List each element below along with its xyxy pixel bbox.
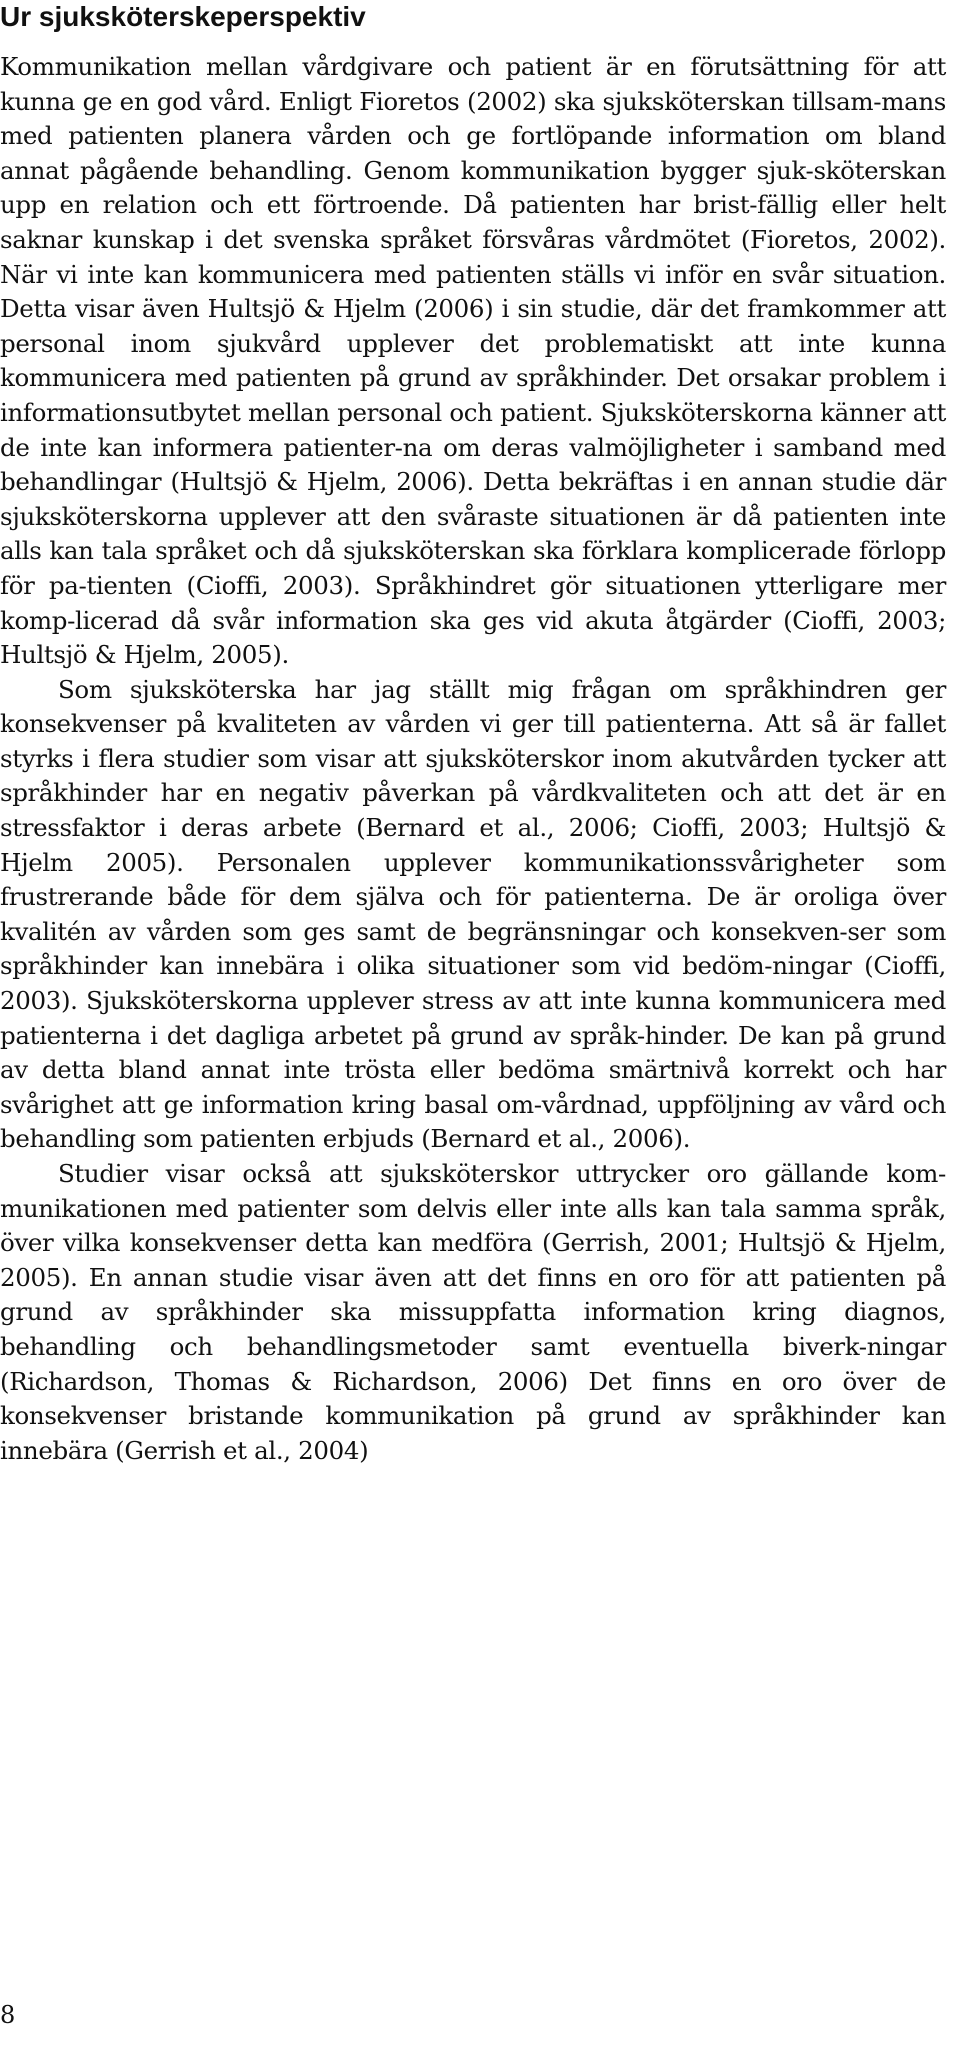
page-number: 8 <box>0 2001 16 2029</box>
section-heading: Ur sjuksköterskeperspektiv <box>0 1 366 32</box>
paragraph-1: Kommunikation mellan vårdgivare och patient är en förutsättning för att kunna ge en god vård. Enligt Fioretos (2002) ska sjuksköterskan tillsam-mans med patienten planera vården och ge fortlöpande information om bland annat pågående behandling. Genom kommunikation bygger sjuk-sköterskan upp en relation och ett förtroende. Då patienten har brist-fällig eller helt saknar kunskap i det svenska språket försvåras vårdmötet (Fioretos, 2002). När vi inte kan kommunicera med patienten ställs vi inför en svår situation. Detta visar även Hultsjö & Hjelm (2006) i sin studie, där det framkommer att personal inom sjukvård upplever det problematiskt att inte kunna kommunicera med patienten på grund av språkhinder. Det orsakar problem i informationsutbytet mellan personal och patient. Sjuksköterskorna känner att de inte kan informera patienter-na om deras valmöjligheter i samband med behandlingar (Hultsjö & Hjelm, 2006). Detta bekräftas i en annan studie där sjuksköterskorna upplever att den svåraste situationen är då patienten inte alls kan tala språket och då sjuksköterskan ska förklara komplicerade förlopp för pa-tienten (Cioffi, 2003). Språkhindret gör situationen ytterligare mer komp-licerad då svår information ska ges vid akuta åtgärder (Cioffi, 2003; Hultsjö & Hjelm, 2005). <box>0 52 946 670</box>
paragraph-2: Som sjuksköterska har jag ställt mig frågan om språkhindren ger konsekvenser på kvaliteten av vården vi ger till patienterna. Att så är fallet styrks i flera studier som visar att sjuksköterskor inom akutvården tycker att språkhinder har en negativ påverkan på vårdkvaliteten och att det är en stressfaktor i deras arbete (Bernard et al., 2006; Cioffi, 2003; Hultsjö & Hjelm 2005). Personalen upplever kommunikationssvårigheter som frustrerande både för dem själva och för patienterna. De är oroliga över kvalitén av vården som ges samt de begränsningar och konsekven-ser som språkhinder kan innebära i olika situationer som vid bedöm-ningar (Cioffi, 2003). Sjuksköterskorna upplever stress av att inte kunna kommunicera med patienterna i det dagliga arbetet på grund av språk-hinder. De kan på grund av detta bland annat inte trösta eller bedöma smärtnivå korrekt och har svårighet att ge information kring basal om-vårdnad, uppföljning av vård och behandling som patienten erbjuds (Bernard et al., 2006). <box>0 674 946 1154</box>
body-text <box>0 50 946 1468</box>
paragraph-3: Studier visar också att sjuksköterskor uttrycker oro gällande kom-munikationen med patienter som delvis eller inte alls kan tala samma språk, över vilka konsekvenser detta kan medföra (Gerrish, 2001; Hultsjö & Hjelm, 2005). En annan studie visar även att det finns en oro för att patienten på grund av språkhinder ska missuppfatta information kring diagnos, behandling och behandlingsmetoder samt eventuella biverk-ningar (Richardson, Thomas & Richardson, 2006) Det finns en oro över de konsekvenser bristande kommunikation på grund av språkhinder kan innebära (Gerrish et al., 2004) <box>0 1159 946 1465</box>
